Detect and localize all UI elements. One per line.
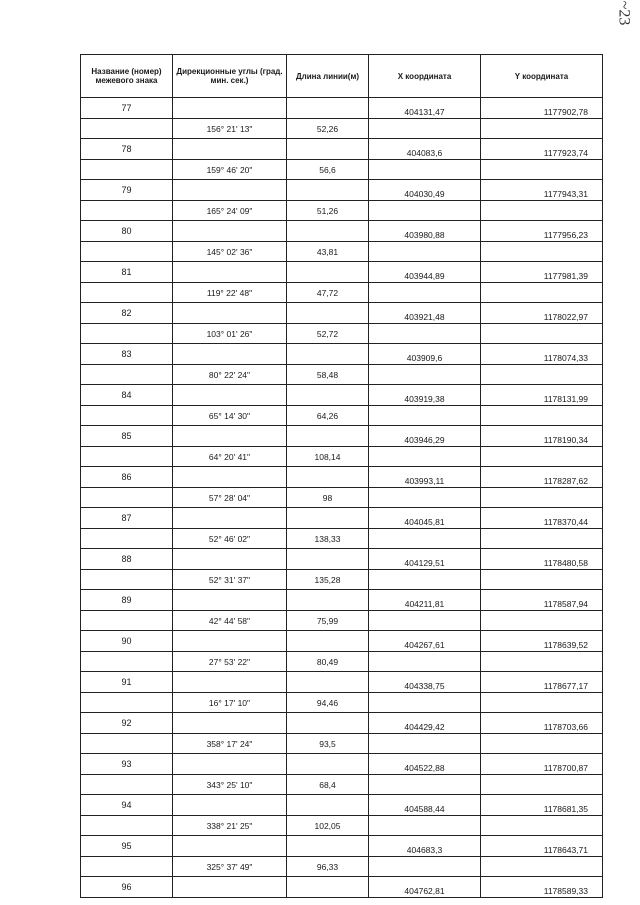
direction-angle-cell: 358° 17' 24" bbox=[173, 734, 287, 754]
point-name-cell: 82 bbox=[81, 303, 173, 324]
direction-angle-cell: 103° 01' 26" bbox=[173, 324, 287, 344]
empty-cell bbox=[287, 303, 369, 324]
x-coordinate-cell: 404083,6 bbox=[369, 139, 481, 160]
empty-cell bbox=[481, 365, 603, 385]
point-name-cell: 93 bbox=[81, 754, 173, 775]
point-name-cell: 89 bbox=[81, 590, 173, 611]
point-row bbox=[81, 426, 603, 447]
direction-angle-cell: 65° 14' 30" bbox=[173, 406, 287, 426]
empty-cell bbox=[369, 570, 481, 590]
empty-cell bbox=[81, 324, 173, 344]
point-row bbox=[81, 180, 603, 201]
empty-cell bbox=[369, 324, 481, 344]
direction-angle-cell: 338° 21' 25" bbox=[173, 816, 287, 836]
empty-cell bbox=[81, 201, 173, 221]
empty-cell bbox=[287, 344, 369, 365]
empty-cell bbox=[173, 467, 287, 488]
point-row bbox=[81, 221, 603, 242]
empty-cell bbox=[287, 180, 369, 201]
y-coordinate-cell: 1178681,35 bbox=[481, 795, 603, 816]
point-name-cell: 81 bbox=[81, 262, 173, 283]
empty-cell bbox=[369, 283, 481, 303]
point-row bbox=[81, 467, 603, 488]
line-length-cell: 58,48 bbox=[287, 365, 369, 385]
point-name-cell: 88 bbox=[81, 549, 173, 570]
line-length-cell: 138,33 bbox=[287, 529, 369, 549]
x-coordinate-cell: 404131,47 bbox=[369, 98, 481, 119]
direction-angle-cell: 165° 24' 09" bbox=[173, 201, 287, 221]
empty-cell bbox=[173, 836, 287, 857]
x-coordinate-cell: 404129,51 bbox=[369, 549, 481, 570]
direction-angle-cell: 52° 46' 02" bbox=[173, 529, 287, 549]
y-coordinate-cell: 1178643,71 bbox=[481, 836, 603, 857]
point-row bbox=[81, 631, 603, 652]
empty-cell bbox=[81, 857, 173, 877]
empty-cell bbox=[287, 262, 369, 283]
point-row bbox=[81, 590, 603, 611]
x-coordinate-cell: 403919,38 bbox=[369, 385, 481, 406]
empty-cell bbox=[369, 447, 481, 467]
empty-cell bbox=[481, 242, 603, 262]
line-length-cell: 75,99 bbox=[287, 611, 369, 631]
empty-cell bbox=[173, 139, 287, 160]
coordinates-table bbox=[80, 54, 603, 898]
segment-row bbox=[81, 857, 603, 877]
segment-row bbox=[81, 775, 603, 795]
empty-cell bbox=[481, 119, 603, 139]
point-row bbox=[81, 549, 603, 570]
empty-cell bbox=[369, 652, 481, 672]
line-length-cell: 52,72 bbox=[287, 324, 369, 344]
point-row bbox=[81, 344, 603, 365]
empty-cell bbox=[287, 795, 369, 816]
empty-cell bbox=[81, 406, 173, 426]
empty-cell bbox=[369, 488, 481, 508]
empty-cell bbox=[81, 160, 173, 180]
point-row bbox=[81, 262, 603, 283]
point-row bbox=[81, 795, 603, 816]
point-name-cell: 96 bbox=[81, 877, 173, 898]
segment-row bbox=[81, 365, 603, 385]
line-length-cell: 68,4 bbox=[287, 775, 369, 795]
empty-cell bbox=[481, 488, 603, 508]
empty-cell bbox=[173, 344, 287, 365]
table-header-row bbox=[81, 55, 603, 98]
y-coordinate-cell: 1178677,17 bbox=[481, 672, 603, 693]
point-name-cell: 87 bbox=[81, 508, 173, 529]
empty-cell bbox=[173, 754, 287, 775]
segment-row bbox=[81, 406, 603, 426]
empty-cell bbox=[81, 242, 173, 262]
direction-angle-cell: 57° 28' 04" bbox=[173, 488, 287, 508]
line-length-cell: 51,26 bbox=[287, 201, 369, 221]
empty-cell bbox=[81, 365, 173, 385]
empty-cell bbox=[369, 529, 481, 549]
empty-cell bbox=[81, 283, 173, 303]
y-coordinate-cell: 1178131,99 bbox=[481, 385, 603, 406]
empty-cell bbox=[481, 857, 603, 877]
empty-cell bbox=[481, 570, 603, 590]
x-coordinate-cell: 403946,29 bbox=[369, 426, 481, 447]
point-row bbox=[81, 303, 603, 324]
empty-cell bbox=[369, 734, 481, 754]
empty-cell bbox=[287, 877, 369, 898]
empty-cell bbox=[81, 652, 173, 672]
segment-row bbox=[81, 816, 603, 836]
page-number-mark: ~23 bbox=[615, 0, 633, 26]
x-coordinate-cell: 404762,81 bbox=[369, 877, 481, 898]
empty-cell bbox=[81, 775, 173, 795]
y-coordinate-cell: 1177923,74 bbox=[481, 139, 603, 160]
empty-cell bbox=[369, 611, 481, 631]
empty-cell bbox=[81, 119, 173, 139]
empty-cell bbox=[173, 180, 287, 201]
x-coordinate-cell: 404522,88 bbox=[369, 754, 481, 775]
direction-angle-cell: 145° 02' 36" bbox=[173, 242, 287, 262]
empty-cell bbox=[81, 816, 173, 836]
x-coordinate-cell: 404045,81 bbox=[369, 508, 481, 529]
empty-cell bbox=[481, 652, 603, 672]
empty-cell bbox=[481, 160, 603, 180]
y-coordinate-cell: 1178589,33 bbox=[481, 877, 603, 898]
empty-cell bbox=[173, 713, 287, 734]
point-row bbox=[81, 98, 603, 119]
point-name-cell: 77 bbox=[81, 98, 173, 119]
point-row bbox=[81, 508, 603, 529]
line-length-cell: 102,05 bbox=[287, 816, 369, 836]
empty-cell bbox=[481, 406, 603, 426]
direction-angle-cell: 80° 22' 24" bbox=[173, 365, 287, 385]
empty-cell bbox=[369, 693, 481, 713]
empty-cell bbox=[287, 426, 369, 447]
empty-cell bbox=[173, 385, 287, 406]
empty-cell bbox=[481, 611, 603, 631]
line-length-cell: 52,26 bbox=[287, 119, 369, 139]
point-name-cell: 80 bbox=[81, 221, 173, 242]
point-row bbox=[81, 672, 603, 693]
x-coordinate-cell: 403944,89 bbox=[369, 262, 481, 283]
empty-cell bbox=[287, 139, 369, 160]
y-coordinate-cell: 1178370,44 bbox=[481, 508, 603, 529]
x-coordinate-cell: 403993,11 bbox=[369, 467, 481, 488]
empty-cell bbox=[81, 734, 173, 754]
line-length-cell: 56,6 bbox=[287, 160, 369, 180]
y-coordinate-cell: 1178703,66 bbox=[481, 713, 603, 734]
segment-row bbox=[81, 447, 603, 467]
empty-cell bbox=[369, 201, 481, 221]
point-name-cell: 90 bbox=[81, 631, 173, 652]
segment-row bbox=[81, 201, 603, 221]
empty-cell bbox=[369, 365, 481, 385]
direction-angle-cell: 156° 21' 13" bbox=[173, 119, 287, 139]
x-coordinate-cell: 403980,88 bbox=[369, 221, 481, 242]
empty-cell bbox=[369, 242, 481, 262]
empty-cell bbox=[81, 570, 173, 590]
y-coordinate-cell: 1178639,52 bbox=[481, 631, 603, 652]
point-row bbox=[81, 877, 603, 898]
x-coordinate-cell: 404683,3 bbox=[369, 836, 481, 857]
direction-angle-cell: 27° 53' 22" bbox=[173, 652, 287, 672]
empty-cell bbox=[481, 201, 603, 221]
point-row bbox=[81, 836, 603, 857]
empty-cell bbox=[481, 775, 603, 795]
direction-angle-cell: 325° 37' 49" bbox=[173, 857, 287, 877]
empty-cell bbox=[369, 775, 481, 795]
segment-row bbox=[81, 734, 603, 754]
x-coordinate-cell: 403921,48 bbox=[369, 303, 481, 324]
line-length-cell: 80,49 bbox=[287, 652, 369, 672]
line-length-cell: 47,72 bbox=[287, 283, 369, 303]
empty-cell bbox=[481, 816, 603, 836]
empty-cell bbox=[287, 467, 369, 488]
x-coordinate-cell: 404030,49 bbox=[369, 180, 481, 201]
length-header: Длина линии(м) bbox=[287, 55, 369, 98]
empty-cell bbox=[173, 303, 287, 324]
empty-cell bbox=[369, 406, 481, 426]
y-coordinate-cell: 1178587,94 bbox=[481, 590, 603, 611]
empty-cell bbox=[369, 119, 481, 139]
empty-cell bbox=[287, 631, 369, 652]
empty-cell bbox=[369, 857, 481, 877]
x-coordinate-cell: 404338,75 bbox=[369, 672, 481, 693]
empty-cell bbox=[173, 672, 287, 693]
point-name-cell: 95 bbox=[81, 836, 173, 857]
point-name-cell: 85 bbox=[81, 426, 173, 447]
point-row bbox=[81, 754, 603, 775]
empty-cell bbox=[173, 221, 287, 242]
y-coordinate-cell: 1177943,31 bbox=[481, 180, 603, 201]
empty-cell bbox=[287, 836, 369, 857]
x-coordinate-header: X координата bbox=[369, 55, 481, 98]
y-coordinate-cell: 1177956,23 bbox=[481, 221, 603, 242]
empty-cell bbox=[481, 283, 603, 303]
segment-row bbox=[81, 652, 603, 672]
empty-cell bbox=[81, 611, 173, 631]
x-coordinate-cell: 404211,81 bbox=[369, 590, 481, 611]
empty-cell bbox=[81, 529, 173, 549]
line-length-cell: 43,81 bbox=[287, 242, 369, 262]
y-coordinate-cell: 1178074,33 bbox=[481, 344, 603, 365]
empty-cell bbox=[173, 98, 287, 119]
line-length-cell: 135,28 bbox=[287, 570, 369, 590]
direction-angle-cell: 52° 31' 37" bbox=[173, 570, 287, 590]
empty-cell bbox=[481, 734, 603, 754]
segment-row bbox=[81, 119, 603, 139]
direction-angle-cell: 119° 22' 48" bbox=[173, 283, 287, 303]
empty-cell bbox=[481, 324, 603, 344]
empty-cell bbox=[287, 98, 369, 119]
x-coordinate-cell: 404429,42 bbox=[369, 713, 481, 734]
direction-angle-cell: 16° 17' 10" bbox=[173, 693, 287, 713]
direction-angle-cell: 64° 20' 41" bbox=[173, 447, 287, 467]
y-coordinate-cell: 1178287,62 bbox=[481, 467, 603, 488]
empty-cell bbox=[173, 426, 287, 447]
point-name-cell: 78 bbox=[81, 139, 173, 160]
line-length-cell: 64,26 bbox=[287, 406, 369, 426]
point-name-header: Название (номер) межевого знака bbox=[81, 55, 173, 98]
y-coordinate-cell: 1177902,78 bbox=[481, 98, 603, 119]
empty-cell bbox=[287, 754, 369, 775]
point-name-cell: 92 bbox=[81, 713, 173, 734]
empty-cell bbox=[481, 447, 603, 467]
empty-cell bbox=[287, 549, 369, 570]
point-row bbox=[81, 139, 603, 160]
segment-row bbox=[81, 611, 603, 631]
empty-cell bbox=[369, 160, 481, 180]
empty-cell bbox=[173, 795, 287, 816]
segment-row bbox=[81, 693, 603, 713]
point-name-cell: 83 bbox=[81, 344, 173, 365]
empty-cell bbox=[173, 549, 287, 570]
empty-cell bbox=[481, 693, 603, 713]
y-coordinate-header: Y координата bbox=[481, 55, 603, 98]
line-length-cell: 93,5 bbox=[287, 734, 369, 754]
segment-row bbox=[81, 324, 603, 344]
empty-cell bbox=[369, 816, 481, 836]
point-name-cell: 86 bbox=[81, 467, 173, 488]
empty-cell bbox=[287, 672, 369, 693]
y-coordinate-cell: 1178480,58 bbox=[481, 549, 603, 570]
segment-row bbox=[81, 570, 603, 590]
x-coordinate-cell: 404588,44 bbox=[369, 795, 481, 816]
empty-cell bbox=[481, 529, 603, 549]
segment-row bbox=[81, 488, 603, 508]
point-row bbox=[81, 385, 603, 406]
empty-cell bbox=[287, 221, 369, 242]
point-name-cell: 84 bbox=[81, 385, 173, 406]
direction-angle-cell: 343° 25' 10" bbox=[173, 775, 287, 795]
line-length-cell: 94,46 bbox=[287, 693, 369, 713]
line-length-cell: 98 bbox=[287, 488, 369, 508]
empty-cell bbox=[81, 447, 173, 467]
empty-cell bbox=[173, 877, 287, 898]
y-coordinate-cell: 1177981,39 bbox=[481, 262, 603, 283]
y-coordinate-cell: 1178700,87 bbox=[481, 754, 603, 775]
empty-cell bbox=[287, 385, 369, 406]
empty-cell bbox=[287, 508, 369, 529]
y-coordinate-cell: 1178190,34 bbox=[481, 426, 603, 447]
empty-cell bbox=[81, 693, 173, 713]
point-row bbox=[81, 713, 603, 734]
x-coordinate-cell: 404267,61 bbox=[369, 631, 481, 652]
segment-row bbox=[81, 283, 603, 303]
line-length-cell: 108,14 bbox=[287, 447, 369, 467]
direction-angle-cell: 159° 46' 20" bbox=[173, 160, 287, 180]
empty-cell bbox=[173, 590, 287, 611]
point-name-cell: 91 bbox=[81, 672, 173, 693]
empty-cell bbox=[287, 713, 369, 734]
point-name-cell: 79 bbox=[81, 180, 173, 201]
empty-cell bbox=[287, 590, 369, 611]
direction-angle-cell: 42° 44' 58" bbox=[173, 611, 287, 631]
segment-row bbox=[81, 160, 603, 180]
y-coordinate-cell: 1178022,97 bbox=[481, 303, 603, 324]
empty-cell bbox=[173, 262, 287, 283]
x-coordinate-cell: 403909,6 bbox=[369, 344, 481, 365]
empty-cell bbox=[173, 631, 287, 652]
empty-cell bbox=[81, 488, 173, 508]
empty-cell bbox=[173, 508, 287, 529]
segment-row bbox=[81, 242, 603, 262]
segment-row bbox=[81, 529, 603, 549]
line-length-cell: 96,33 bbox=[287, 857, 369, 877]
point-name-cell: 94 bbox=[81, 795, 173, 816]
angle-header: Дирекционные углы (град. мин. сек.) bbox=[173, 55, 287, 98]
